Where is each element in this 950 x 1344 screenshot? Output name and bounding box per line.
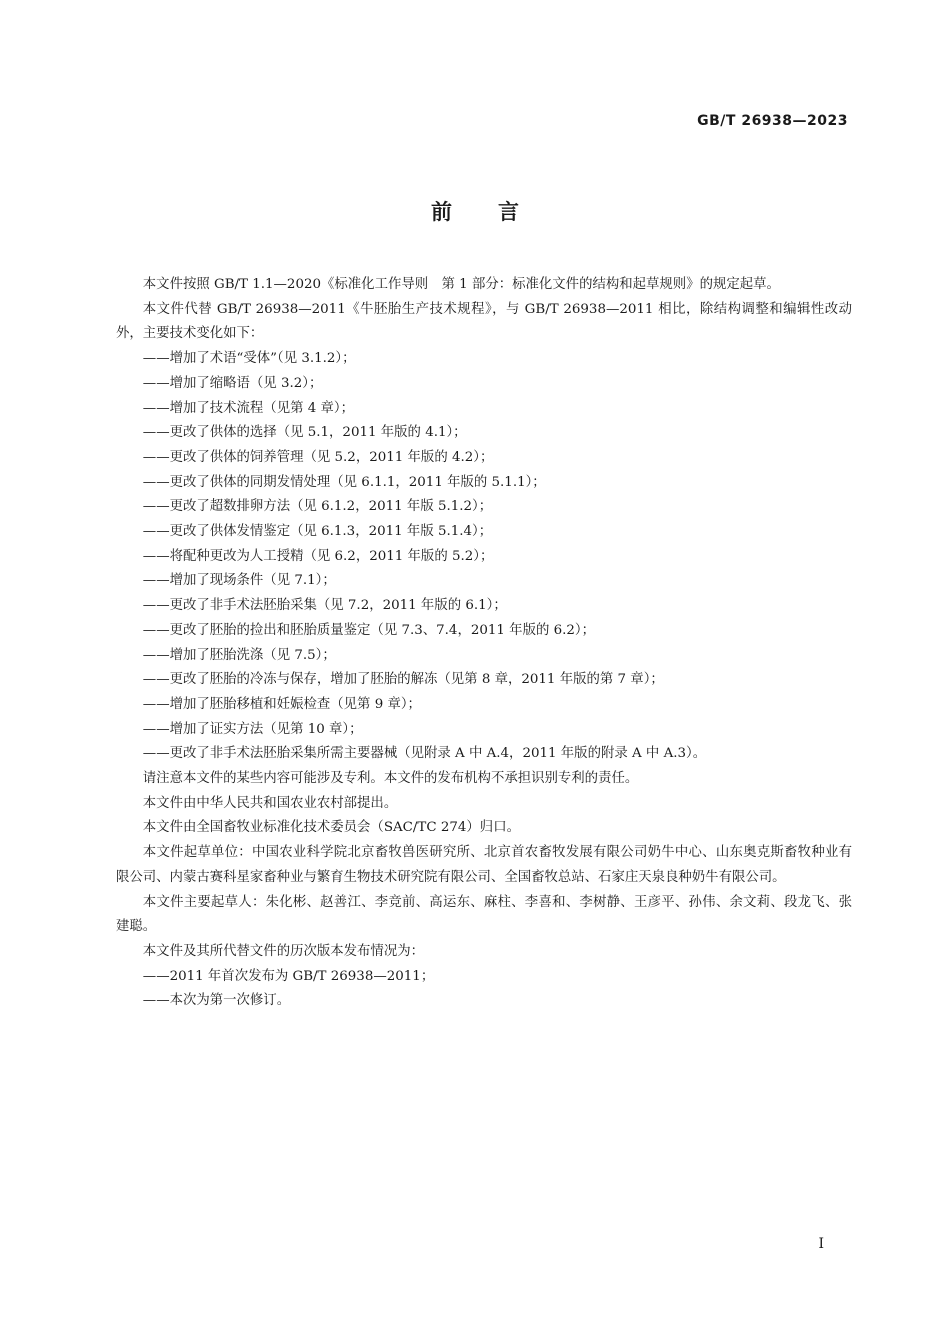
paragraph-history-intro: 本文件及其所代替文件的历次版本发布情况为： xyxy=(142,943,424,959)
history-item: ——本次为第一次修订。 xyxy=(142,993,291,1009)
paragraph-drafters: 本文件主要起草人：朱化彬、赵善江、李竞前、高运东、麻柱、李喜和、李树静、王彦平、孙伟、余文莉、段龙飞、张建聪。 xyxy=(116,894,852,935)
paragraph-replacement: 本文件代替 GB/T 26938—2011《牛胚胎生产技术规程》，与 GB/T 26938—2011 相比，除结构调整和编辑性改动外，主要技术变化如下： xyxy=(116,301,852,342)
change-item: ——将配种更改为人工授精（见 6.2，2011 年版的 5.2）； xyxy=(142,548,494,564)
change-item: ——更改了超数排卵方法（见 6.1.2，2011 年版 5.1.2）； xyxy=(142,499,493,515)
changes-list xyxy=(116,347,852,767)
paragraph-drafting-rules: 本文件按照 GB/T 1.1—2020《标准化工作导则 第 1 部分：标准化文件的结构和起草规则》的规定起草。 xyxy=(142,277,780,292)
page-number: Ⅰ xyxy=(818,1236,824,1252)
history-list xyxy=(116,965,852,1014)
change-item: ——增加了证实方法（见第 10 章）； xyxy=(142,721,363,737)
change-item: ——更改了非手术法胚胎采集所需主要器械（见附录 A 中 A.4，2011 年版的附录 A 中 A.3）。 xyxy=(142,746,707,762)
paragraph-drafting-units: 本文件起草单位：中国农业科学院北京畜牧兽医研究所、北京首农畜牧发展有限公司奶牛中心、山东奥克斯畜牧种业有限公司、内蒙古赛科星家畜种业与繁育生物技术研究院有限公司、全国畜牧总站、石家庄天泉良种奶牛有限公司。 xyxy=(116,845,852,885)
change-item: ——更改了供体的饲养管理（见 5.2，2011 年版的 4.2）； xyxy=(142,449,494,465)
change-item: ——更改了胚胎的冷冻与保存，增加了胚胎的解冻（见第 8 章，2011 年版的第 7 章）； xyxy=(142,672,664,688)
paragraph-proposer: 本文件由中华人民共和国农业农村部提出。 xyxy=(142,795,398,811)
page-title: 前言 xyxy=(431,200,565,224)
change-item: ——增加了胚胎洗涤（见 7.5）； xyxy=(142,647,336,663)
change-item: ——更改了非手术法胚胎采集（见 7.2，2011 年版的 6.1）； xyxy=(142,598,507,614)
change-item: ——更改了供体发情鉴定（见 6.1.3，2011 年版 5.1.4）； xyxy=(142,524,493,540)
foreword-body xyxy=(116,273,852,1014)
change-item: ——更改了胚胎的捡出和胚胎质量鉴定（见 7.3、7.4，2011 年版的 6.2）； xyxy=(142,622,595,638)
paragraph-centralized-by: 本文件由全国畜牧业标准化技术委员会（SAC/TC 274）归口。 xyxy=(142,820,520,836)
change-item: ——增加了缩略语（见 3.2）； xyxy=(142,375,323,391)
standard-number: GB/T 26938—2023 xyxy=(697,113,848,129)
history-item: ——2011 年首次发布为 GB/T 26938—2011； xyxy=(142,968,435,984)
change-item: ——增加了胚胎移植和妊娠检查（见第 9 章）； xyxy=(142,696,421,712)
change-item: ——更改了供体的同期发情处理（见 6.1.1，2011 年版的 5.1.1）； xyxy=(142,474,546,490)
change-item: ——更改了供体的选择（见 5.1，2011 年版的 4.1）； xyxy=(142,425,467,441)
change-item: ——增加了现场条件（见 7.1）； xyxy=(142,573,336,589)
change-item: ——增加了术语“受体”（见 3.1.2）； xyxy=(142,351,356,367)
change-item: ——增加了技术流程（见第 4 章）； xyxy=(142,400,354,416)
paragraph-patent-notice: 请注意本文件的某些内容可能涉及专利。本文件的发布机构不承担识别专利的责任。 xyxy=(142,771,639,787)
